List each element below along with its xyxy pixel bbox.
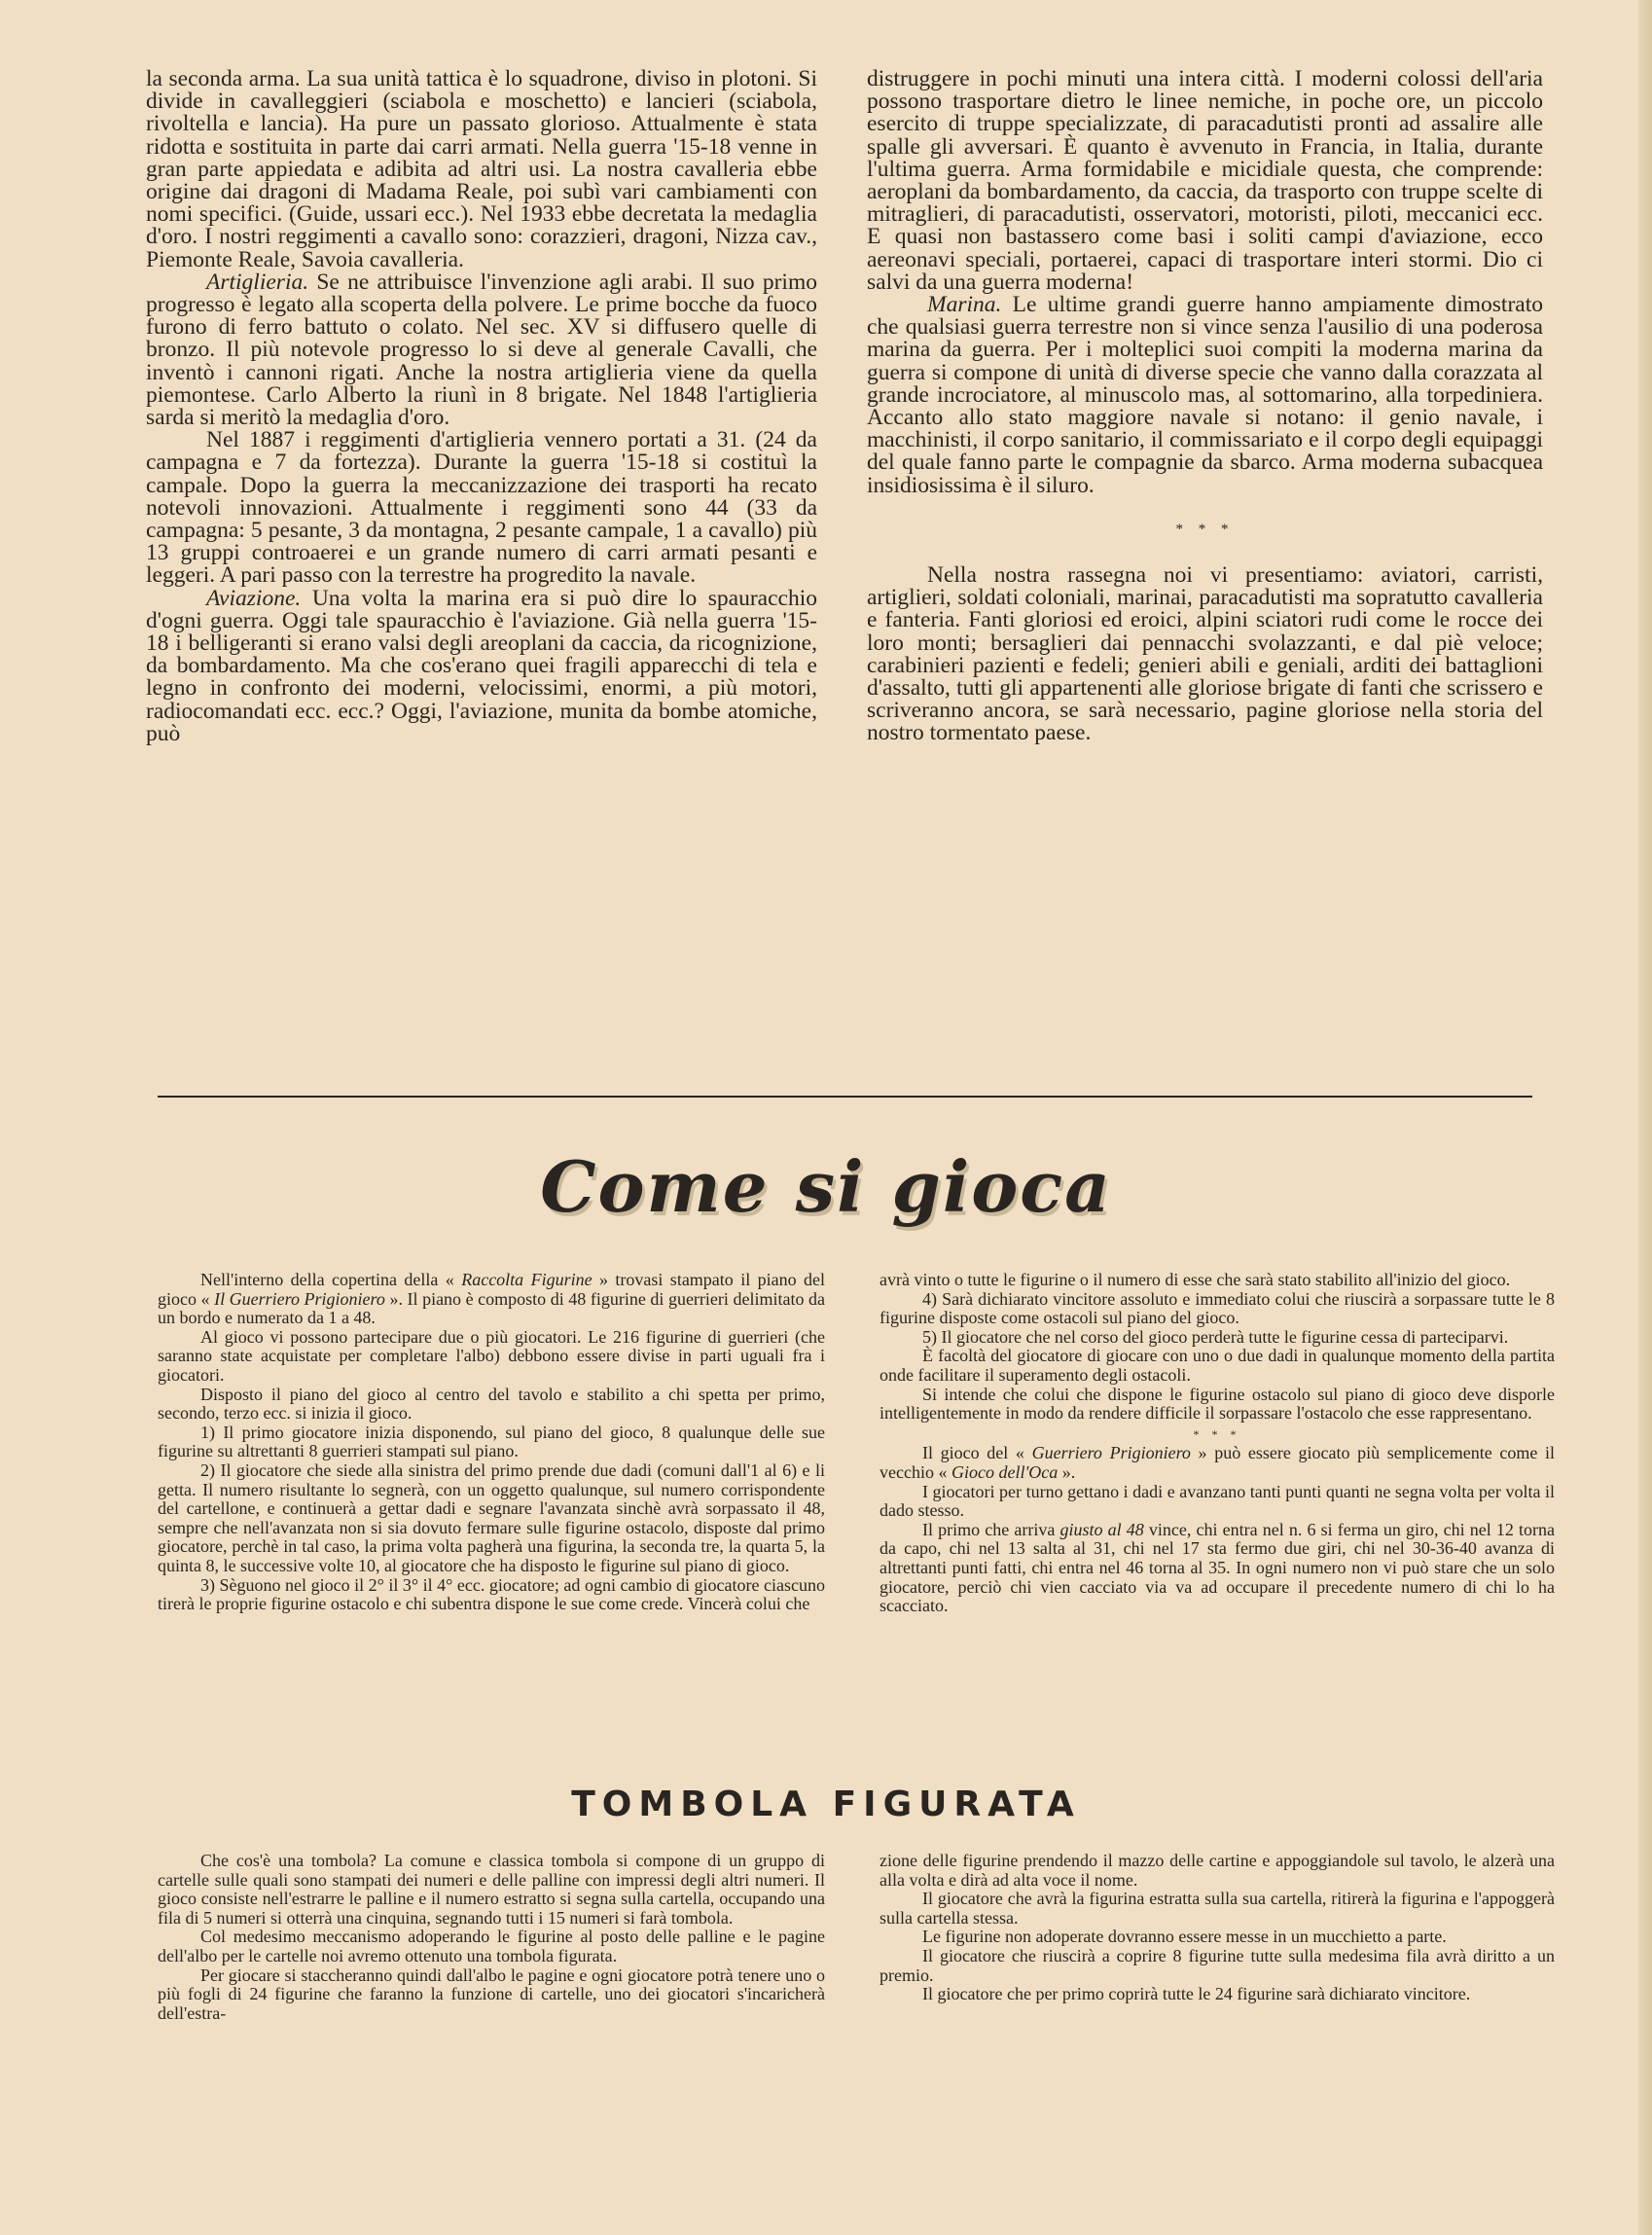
rules-paragraph: Disposto il piano del gioco al centro del tavolo e stabilito a chi spetta per primo, secondo, terzo ecc. si inizia il gioco.	[158, 1384, 825, 1424]
rules-paragraph: 1) Il primo giocatore inizia disponendo, sul piano del gioco, 8 qualunque delle sue figurine su altrettanti 8 guerrieri stampati sul piano.	[158, 1422, 825, 1461]
tombola-paragraph: Il giocatore che per primo coprirà tutte le 24 figurine sarà dichiarato vincitore.	[922, 1984, 1471, 2004]
section-separator: * * *	[1175, 521, 1235, 537]
tombola-title: TOMBOLA FIGURATA	[571, 1784, 1081, 1824]
tombola-paragraph: Per giocare si staccheranno quindi dall'albo le pagine e ogni giocatore potrà tenere uno o più fogli di 24 figurine che faranno la funzione di cartelle, uno dei giocatori s'incaricherà dell'estra-	[158, 1965, 825, 2023]
rules-paragraph: Si intende che colui che dispone le figurine ostacolo sul piano di gioco deve disporle intelligentemente in modo da rendere difficile il sorpassare l'ostacolo che esse rappresentano.	[880, 1384, 1555, 1424]
article-paragraph-marina: Marina. Le ultime grandi guerre hanno ampiamente dimostrato che qualsiasi guerra terrestre non si vince senza l'ausilio di una poderosa marina da guerra. Per i molteplici suoi compiti la moderna marina da guerra si compone di unità di diverse specie che vanno dalla corazzata al grande incrociatore, al minuscolo mas, al sottomarino, alla torpediniera. Accanto allo stato maggiore navale si notano: il genio navale, i macchinisti, il corpo sanitario, il commissariato e il corpo degli equipaggi del quale fanno parte le compagnie da sbarco. Arma moderna subacquea insidiosissima è il siluro.	[867, 292, 1543, 498]
section-separator: * * *	[1193, 1426, 1241, 1441]
page-edge	[1638, 0, 1652, 2235]
rules-paragraph: Il primo che arriva giusto al 48 vince, chi entra nel n. 6 si ferma un giro, chi nel 12 torna da capo, chi nel 13 salta al 31, chi nel 17 sta fermo due giri, chi nel 30-36-40 avanza di altrettanti punti fatti, chi entra nel 46 torna al 35. In ogni numero non vi può stare che un solo giocatore, perciò chi vien cacciato via va ad occupare il precedente numero di chi lo ha scacciato.	[880, 1519, 1556, 1616]
article-paragraph-artiglieria: Artiglieria. Se ne attribuisce l'invenzione agli arabi. Il suo primo progresso è legato alla scoperta della polvere. Le prime bocche da fuoco furono di ferro battuto o colato. Nel sec. XV si diffusero quelle di bronzo. Il più notevole progresso lo si deve al generale Cavalli, che inventò i cannoni rigati. Anche la nostra artiglieria viene da quella piemontese. Carlo Alberto la riunì in 8 brigate. Nel 1848 l'artiglieria sarda si meritò la medaglia d'oro.	[146, 269, 817, 431]
tombola-paragraph: Il giocatore che avrà la figurina estratta sulla sua cartella, ritirerà la figurina e l'appoggerà sulla cartella stessa.	[880, 1889, 1555, 1928]
tombola-section	[158, 1852, 1555, 2173]
article-closing-paragraph: Nella nostra rassegna noi vi presentiamo: aviatori, carristi, artiglieri, soldati coloniali, marinai, paracadutisti ma sopratutto cavalleria e fanteria. Fanti gloriosi ed eroici, alpini sciatori rudi come le rocce dei loro monti; bersaglieri dai pennacchi svolazzanti, e dal piè veloce; carabinieri pazienti e fedeli; genieri abili e geniali, arditi dei battaglioni d'assalto, tutti gli appartenenti alle gloriose brigate di fanti che scrissero e scriveranno ancora, se sarà necessario, pagine gloriose nella storia del nostro tormentato paese.	[867, 562, 1543, 746]
rules-paragraph: 2) Il giocatore che siede alla sinistra del primo prende due dadi (comuni dall'1 al 6) e li getta. Il numero risultante lo segnerà, con un oggetto qualunque, sul numero corrispondente del cartellone, e continuerà a gettar dadi e segnare l'avanzata sinchè avrà sorpassato il 48, sempre che nell'avanzata non si sia dovuto fermare sulle figurine ostacolo, disposte dal primo giocatore, perchè in tal caso, la prima volta pagherà una figurina, la seconda tre, la quarta 5, la quinta 8, le successive volte 10, al giocatore che ha disposto le figurine sul piano di gioco.	[158, 1460, 825, 1575]
tombola-paragraph: Col medesimo meccanismo adoperando le figurine al posto delle palline e le pagine dell'albo per le cartelle noi avremo ottenuto una tombola figurata.	[158, 1927, 825, 1965]
article-section	[146, 68, 1557, 1099]
article-paragraph: distruggere in pochi minuti una intera città. I moderni colossi dell'aria possono trasportare dietro le linee nemiche, in poche ore, un piccolo esercito di truppe specializzate, di paracadutisti pronti ad assalire alle spalle gli avversari. È quanto è avvenuto in Francia, in Italia, durante l'ultima guerra. Arma formidabile e micidiale questa, che comprende: aeroplani da bombardamento, da caccia, da trasporto con truppe scelte di mitraglieri, di paracadutisti, osservatori, motoristi, piloti, meccanici ecc. E quasi non bastassero come basi i soliti campi d'aviazione, ecco aereonavi speciali, portaerei, capaci di trasportare interi stormi. Dio ci salvi da una guerra moderna!	[867, 66, 1543, 295]
tombola-paragraph: Che cos'è una tombola? La comune e classica tombola si compone di un gruppo di cartelle sulle quali sono stampati dei numeri e delle palline con impressi degli altri numeri. Il gioco consiste nell'estrarre le palline e il numero estratto si segna sulla cartella, occupando una fila di 5 numeri si otterrà una cinquina, segnando tutti i 15 numeri si farà tombola.	[158, 1851, 825, 1928]
rules-paragraph: Il gioco del « Guerriero Prigioniero » può essere giocato più semplicemente come il vecchio « Gioco dell'Oca ».	[880, 1443, 1556, 1482]
article-paragraph-aviazione: Aviazione. Una volta la marina era si può dire lo spauracchio d'ogni guerra. Oggi tale spauracchio è l'aviazione. Già nella guerra '15-18 i belligeranti si erano valsi degli areoplani da caccia, da ricognizione, da bombardamento. Ma che cos'erano quei fragili apparecchi di tela e legno in confronto dei moderni, velocissimi, enormi, a più motori, radiocomandati ecc. ecc.? Oggi, l'aviazione, munita da bombe atomiche, può	[146, 585, 817, 746]
rules-paragraph: 5) Il giocatore che nel corso del gioco perderà tutte le figurine cessa di parteciparvi.	[922, 1326, 1509, 1347]
article-paragraph: la seconda arma. La sua unità tattica è lo squadrone, diviso in plotoni. Si divide in cavalleggieri (sciabola e moschetto) e lancieri (sciabola, rivoltella e lancia). Ha pure un passato glorioso. Attualmente è stata ridotta e sostituita in parte dai carri armati. Nella guerra '15-18 venne in gran parte appiedata e adibita ad altri usi. La nostra cavalleria ebbe origine dai dragoni di Madama Reale, poi subì vari cambiamenti con nomi specifici. (Guide, ussari ecc.). Nel 1933 ebbe decretata la medaglia d'oro. I nostri reggimenti a cavallo sono: corazzieri, dragoni, Nizza cav., Piemonte Reale, Savoia cavalleria.	[146, 66, 817, 272]
rules-paragraph: Al gioco vi possono partecipare due o più giocatori. Le 216 figurine di guerrieri (che saranno state acquistate per completare l'albo) debbono essere divise in parti uguali fra i giocatori.	[158, 1326, 825, 1385]
rules-paragraph: 3) Sèguono nel gioco il 2° il 3° il 4° ecc. giocatore; ad ogni cambio di giocatore ciascuno tirerà le proprie figurine ostacolo e chi subentra dispone le sue come crede. Vincerà colui che	[158, 1574, 825, 1614]
article-right-column	[867, 68, 1543, 745]
rules-paragraph: avrà vinto o tutte le figurine o il numero di esse che sarà stato stabilito all'inizio del gioco.	[880, 1270, 1511, 1289]
horizontal-rule	[158, 1096, 1532, 1098]
rules-paragraph: 4) Sarà dichiarato vincitore assoluto e immediato colui che riuscirà a sorpassare tutte le 8 figurine disposte come ostacoli sul piano del gioco.	[880, 1288, 1555, 1328]
tombola-paragraph: Il giocatore che riuscirà a coprire 8 figurine tutte sulla medesima fila avrà diritto a un premio.	[880, 1945, 1555, 1985]
rules-paragraph: I giocatori per turno gettano i dadi e avanzano tanti punti quanti ne segna volta per volta il dado stesso.	[880, 1481, 1555, 1521]
tombola-paragraph: Le figurine non adoperate dovranno essere messe in un mucchietto a parte.	[922, 1927, 1447, 1947]
tombola-left-column	[158, 1852, 825, 2023]
tombola-paragraph: zione delle figurine prendendo il mazzo delle cartine e appoggiandole sul tavolo, le alzerà una alla volta e dirà ad alta voce il nome.	[880, 1851, 1555, 1890]
game-rules-right-column	[880, 1271, 1555, 1616]
article-left-column	[146, 68, 817, 745]
article-paragraph: Nel 1887 i reggimenti d'artiglieria vennero portati a 31. (24 da campagna e 7 da fortezza). Durante la guerra '15-18 si costituì la campale. Dopo la guerra la meccanizzazione dei trasporti ha recato notevoli innovazioni. Attualmente i reggimenti sono 44 (33 da campagna: 5 pesante, 3 da montagna, 2 pesante campale, 1 a cavallo) più 13 gruppi controaerei e un grande numero di carri armati pesanti e leggeri. A pari passo con la terrestre ha progredito la navale.	[146, 427, 817, 589]
game-rules-left-column	[158, 1271, 825, 1614]
tombola-right-column	[880, 1852, 1555, 2004]
come-si-gioca-title: Come si gioca	[540, 1145, 1112, 1228]
rules-paragraph: È facoltà del giocatore di giocare con uno o due dadi in qualunque momento della partita onde facilitare il superamento degli ostacoli.	[880, 1346, 1555, 1385]
game-rules-section	[158, 1271, 1555, 1777]
rules-paragraph: Nell'interno della copertina della « Raccolta Figurine » trovasi stampato il piano del gioco « Il Guerriero Prigioniero ». Il piano è composto di 48 figurine di guerrieri delimitato da un bordo e numerato da 1 a 48.	[158, 1270, 826, 1328]
